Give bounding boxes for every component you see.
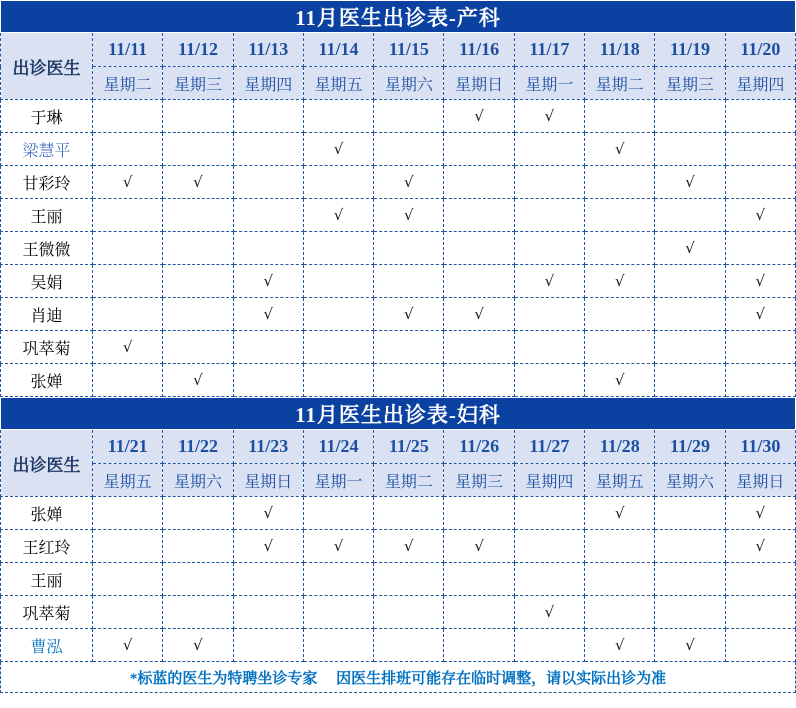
schedule-cell — [444, 199, 514, 232]
schedule-cell — [374, 199, 444, 232]
weekday-header: 星期三 — [444, 464, 514, 497]
weekday-header: 星期二 — [585, 67, 655, 100]
schedule-table — [0, 397, 796, 662]
corner-label: 出诊医生 — [1, 33, 93, 100]
check-mark: √ — [474, 537, 484, 555]
check-mark: √ — [404, 305, 414, 323]
check-mark: √ — [404, 206, 414, 224]
schedule-cell — [444, 530, 514, 563]
schedule-cell — [163, 133, 233, 166]
date-header: 11/28 — [585, 430, 655, 464]
schedule-cell — [163, 199, 233, 232]
schedule-cell — [374, 265, 444, 298]
schedule-cell — [93, 133, 163, 166]
schedule-cell — [585, 563, 655, 596]
schedule-cell — [303, 100, 373, 133]
schedule-cell — [163, 265, 233, 298]
schedule-cell — [514, 596, 584, 629]
check-mark: √ — [333, 537, 344, 555]
schedule-cell — [444, 563, 514, 596]
check-mark: √ — [614, 140, 625, 158]
check-mark: √ — [614, 272, 625, 290]
table-row — [1, 497, 796, 530]
date-header: 11/23 — [233, 430, 303, 464]
schedule-cell — [655, 133, 725, 166]
schedule-cell — [374, 298, 444, 331]
schedule-cell — [514, 199, 584, 232]
schedule-cell — [725, 530, 795, 563]
schedule-cell — [93, 232, 163, 265]
doctor-name: 张婵 — [1, 497, 93, 530]
table-row — [1, 298, 796, 331]
schedule-cell — [514, 166, 584, 199]
doctor-name: 王红玲 — [1, 530, 93, 563]
check-mark: √ — [755, 272, 766, 290]
schedule-cell — [585, 530, 655, 563]
date-header: 11/21 — [93, 430, 163, 464]
date-header: 11/18 — [585, 33, 655, 67]
schedule-cell — [725, 265, 795, 298]
schedule-cell — [303, 199, 373, 232]
date-header: 11/13 — [233, 33, 303, 67]
schedule-cell — [725, 133, 795, 166]
schedule-cell — [655, 166, 725, 199]
schedule-cell — [514, 530, 584, 563]
schedule-cell — [655, 331, 725, 364]
table-row — [1, 232, 796, 265]
check-mark: √ — [193, 173, 203, 191]
schedule-cell — [233, 133, 303, 166]
table-title: 11月医生出诊表-产科 — [1, 1, 796, 33]
weekday-header: 星期一 — [303, 464, 373, 497]
schedule-cell — [444, 331, 514, 364]
doctor-name: 甘彩玲 — [1, 166, 93, 199]
weekday-header: 星期二 — [374, 464, 444, 497]
schedule-cell — [444, 166, 514, 199]
weekday-header: 星期六 — [374, 67, 444, 100]
weekday-header: 星期五 — [585, 464, 655, 497]
check-mark: √ — [474, 107, 484, 125]
schedule-cell — [303, 166, 373, 199]
schedule-cell — [93, 629, 163, 662]
check-mark: √ — [193, 636, 203, 654]
check-mark: √ — [755, 206, 766, 224]
doctor-name: 肖迪 — [1, 298, 93, 331]
schedule-cell — [585, 497, 655, 530]
table-row — [1, 265, 796, 298]
schedule-cell — [444, 133, 514, 166]
schedule-cell — [655, 596, 725, 629]
schedule-cell — [374, 100, 444, 133]
schedule-cell — [585, 331, 655, 364]
table-row — [1, 331, 796, 364]
schedule-cell — [444, 596, 514, 629]
schedule-cell — [163, 364, 233, 397]
weekday-header: 星期四 — [233, 67, 303, 100]
weekday-header: 星期三 — [655, 67, 725, 100]
schedule-cell — [444, 364, 514, 397]
schedule-cell — [233, 298, 303, 331]
doctor-name: 王微微 — [1, 232, 93, 265]
date-header: 11/19 — [655, 33, 725, 67]
check-mark: √ — [122, 338, 133, 356]
table-row — [1, 563, 796, 596]
schedule-cell — [514, 133, 584, 166]
weekday-header: 星期五 — [303, 67, 373, 100]
weekday-header: 星期四 — [725, 67, 795, 100]
table-row — [1, 596, 796, 629]
schedule-cell — [233, 166, 303, 199]
table-row — [1, 530, 796, 563]
schedule-cell — [725, 298, 795, 331]
schedule-cell — [93, 166, 163, 199]
schedule-cell — [444, 497, 514, 530]
schedule-cell — [655, 100, 725, 133]
schedule-cell — [655, 629, 725, 662]
schedule-cell — [655, 530, 725, 563]
schedule-cell — [163, 596, 233, 629]
schedule-cell — [93, 298, 163, 331]
schedule-cell — [163, 166, 233, 199]
schedule-cell — [585, 166, 655, 199]
table-row — [1, 166, 796, 199]
schedule-cell — [514, 497, 584, 530]
schedule-cell — [655, 563, 725, 596]
schedule-cell — [655, 232, 725, 265]
table-row — [1, 629, 796, 662]
schedule-cell — [725, 331, 795, 364]
check-mark: √ — [333, 140, 344, 158]
schedule-cell — [725, 596, 795, 629]
weekday-header: 星期六 — [655, 464, 725, 497]
schedule-cell — [374, 530, 444, 563]
schedule-cell — [374, 563, 444, 596]
date-header: 11/25 — [374, 430, 444, 464]
table-row — [1, 133, 796, 166]
date-header: 11/27 — [514, 430, 584, 464]
weekday-header: 星期三 — [163, 67, 233, 100]
schedule-cell — [303, 596, 373, 629]
schedule-cell — [374, 133, 444, 166]
schedule-cell — [233, 629, 303, 662]
schedule-cell — [303, 232, 373, 265]
schedule-cell — [374, 166, 444, 199]
check-mark: √ — [755, 504, 766, 522]
schedule-cell — [585, 364, 655, 397]
check-mark: √ — [263, 272, 274, 290]
check-mark: √ — [755, 305, 766, 323]
schedule-cell — [233, 364, 303, 397]
schedule-cell — [514, 563, 584, 596]
schedule-cell — [163, 629, 233, 662]
schedule-cell — [233, 331, 303, 364]
schedule-cell — [374, 331, 444, 364]
schedule-cell — [303, 133, 373, 166]
schedule-cell — [303, 530, 373, 563]
schedule-cell — [93, 331, 163, 364]
schedule-cell — [514, 298, 584, 331]
schedule-cell — [655, 497, 725, 530]
weekday-header: 星期日 — [233, 464, 303, 497]
doctor-name: 吴娟 — [1, 265, 93, 298]
check-mark: √ — [614, 636, 625, 654]
schedule-cell — [514, 629, 584, 662]
weekday-header: 星期日 — [444, 67, 514, 100]
weekday-header: 星期四 — [514, 464, 584, 497]
schedule-cell — [163, 331, 233, 364]
check-mark: √ — [193, 371, 203, 389]
schedule-cell — [303, 497, 373, 530]
schedule-cell — [303, 265, 373, 298]
schedule-cell — [585, 265, 655, 298]
schedule-cell — [303, 364, 373, 397]
table-row — [1, 100, 796, 133]
schedule-cell — [93, 530, 163, 563]
date-header: 11/22 — [163, 430, 233, 464]
weekday-header: 星期六 — [163, 464, 233, 497]
schedule-cell — [163, 100, 233, 133]
schedule-cell — [303, 563, 373, 596]
check-mark: √ — [544, 603, 555, 621]
check-mark: √ — [333, 206, 344, 224]
schedule-cell — [585, 232, 655, 265]
schedule-cell — [514, 364, 584, 397]
schedule-cell — [725, 629, 795, 662]
schedule-cell — [163, 530, 233, 563]
schedule-cell — [374, 364, 444, 397]
doctor-name: 梁慧平 — [1, 133, 93, 166]
date-header: 11/30 — [725, 430, 795, 464]
doctor-name: 曹泓 — [1, 629, 93, 662]
check-mark: √ — [614, 504, 625, 522]
schedule-cell — [163, 232, 233, 265]
schedule-cell — [444, 298, 514, 331]
date-header: 11/24 — [303, 430, 373, 464]
doctor-name: 张婵 — [1, 364, 93, 397]
schedule-cell — [374, 497, 444, 530]
schedule-cell — [444, 232, 514, 265]
schedule-cell — [725, 100, 795, 133]
schedule-cell — [374, 596, 444, 629]
schedule-cell — [444, 629, 514, 662]
schedule-cell — [585, 199, 655, 232]
schedule-cell — [725, 166, 795, 199]
doctor-name: 巩萃菊 — [1, 596, 93, 629]
date-header: 11/16 — [444, 33, 514, 67]
schedule-cell — [93, 100, 163, 133]
check-mark: √ — [544, 272, 555, 290]
schedule-cell — [93, 563, 163, 596]
schedule-cell — [514, 232, 584, 265]
schedule-cell — [514, 265, 584, 298]
schedule-cell — [655, 298, 725, 331]
schedule-cell — [725, 497, 795, 530]
date-header: 11/26 — [444, 430, 514, 464]
schedule-cell — [303, 298, 373, 331]
schedule-cell — [233, 563, 303, 596]
corner-label: 出诊医生 — [1, 430, 93, 497]
schedule-cell — [374, 232, 444, 265]
weekday-header: 星期一 — [514, 67, 584, 100]
schedule-cell — [585, 100, 655, 133]
weekday-header: 星期二 — [93, 67, 163, 100]
schedule-cell — [725, 232, 795, 265]
date-header: 11/20 — [725, 33, 795, 67]
check-mark: √ — [122, 636, 133, 654]
check-mark: √ — [404, 173, 414, 191]
schedule-cell — [655, 265, 725, 298]
schedule-cell — [585, 298, 655, 331]
check-mark: √ — [404, 537, 414, 555]
check-mark: √ — [122, 173, 133, 191]
schedule-cell — [233, 199, 303, 232]
table-title: 11月医生出诊表-妇科 — [1, 398, 796, 430]
schedule-cell — [93, 596, 163, 629]
date-header: 11/17 — [514, 33, 584, 67]
schedule-cell — [93, 364, 163, 397]
weekday-header: 星期五 — [93, 464, 163, 497]
check-mark: √ — [614, 371, 625, 389]
table-row — [1, 199, 796, 232]
schedule-cell — [233, 530, 303, 563]
check-mark: √ — [755, 537, 766, 555]
date-header: 11/14 — [303, 33, 373, 67]
date-header: 11/15 — [374, 33, 444, 67]
schedule-cell — [233, 497, 303, 530]
schedule-cell — [93, 199, 163, 232]
check-mark: √ — [544, 107, 555, 125]
schedule-cell — [93, 497, 163, 530]
doctor-name: 于琳 — [1, 100, 93, 133]
schedule-cell — [585, 596, 655, 629]
schedule-cell — [725, 364, 795, 397]
schedule-cell — [303, 331, 373, 364]
check-mark: √ — [685, 636, 695, 654]
date-header: 11/12 — [163, 33, 233, 67]
check-mark: √ — [474, 305, 484, 323]
schedule-cell — [655, 199, 725, 232]
doctor-name: 巩萃菊 — [1, 331, 93, 364]
schedule-cell — [93, 265, 163, 298]
date-header: 11/29 — [655, 430, 725, 464]
schedule-cell — [514, 331, 584, 364]
schedule-cell — [444, 265, 514, 298]
schedule-cell — [655, 364, 725, 397]
schedule-cell — [585, 133, 655, 166]
schedule-cell — [725, 199, 795, 232]
schedule-cell — [233, 232, 303, 265]
schedule-cell — [303, 629, 373, 662]
schedule-cell — [163, 497, 233, 530]
doctor-name: 王丽 — [1, 199, 93, 232]
footer-note: *标蓝的医生为特聘坐诊专家 因医生排班可能存在临时调整，请以实际出诊为准 — [0, 662, 796, 693]
doctor-name: 王丽 — [1, 563, 93, 596]
schedule-cell — [444, 100, 514, 133]
check-mark: √ — [685, 239, 695, 257]
schedule-cell — [585, 629, 655, 662]
weekday-header: 星期日 — [725, 464, 795, 497]
schedule-cell — [163, 298, 233, 331]
schedule-cell — [374, 629, 444, 662]
schedule-cell — [163, 563, 233, 596]
check-mark: √ — [263, 504, 274, 522]
schedule-cell — [725, 563, 795, 596]
schedule-cell — [514, 100, 584, 133]
date-header: 11/11 — [93, 33, 163, 67]
check-mark: √ — [685, 173, 695, 191]
schedule-cell — [233, 100, 303, 133]
table-row — [1, 364, 796, 397]
schedule-cell — [233, 596, 303, 629]
check-mark: √ — [263, 537, 274, 555]
check-mark: √ — [263, 305, 274, 323]
schedule-cell — [233, 265, 303, 298]
